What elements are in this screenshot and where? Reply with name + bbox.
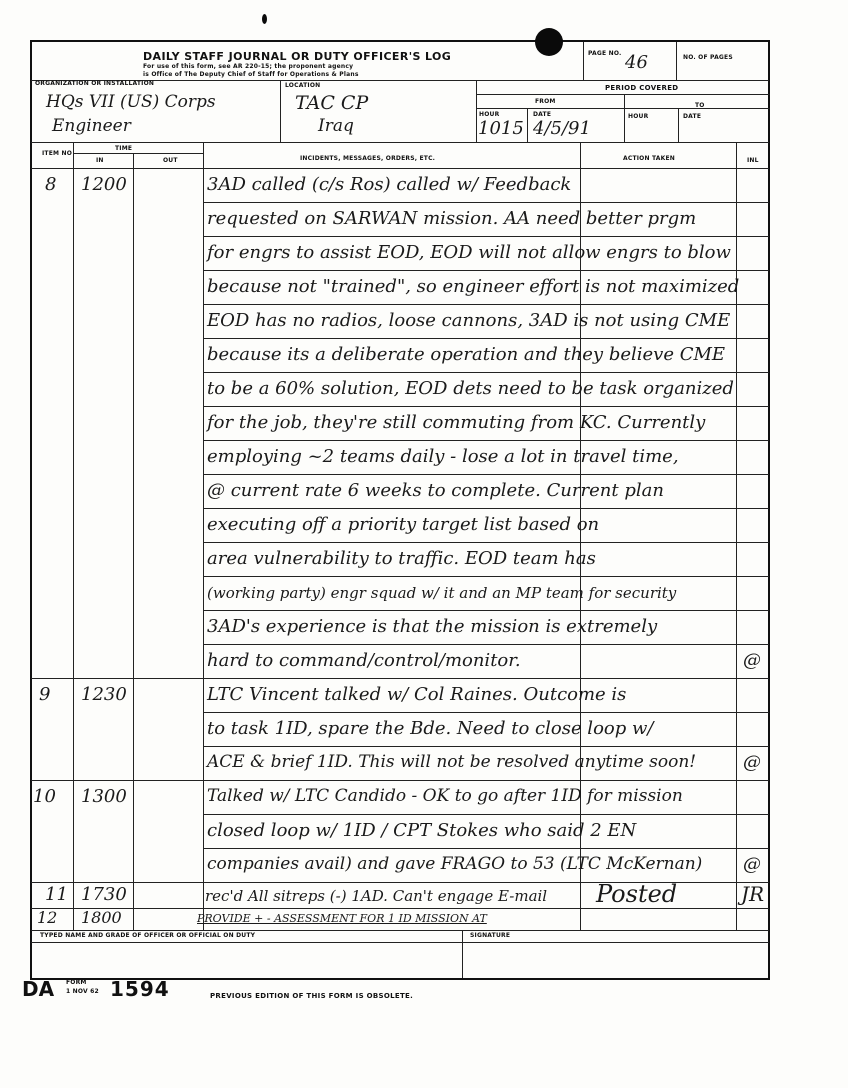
row-text: PROVIDE + - ASSESSMENT FOR 1 ID MISSION AT	[197, 912, 487, 925]
row-text: area vulnerability to traffic. EOD team has	[207, 548, 596, 569]
table-row	[31, 168, 769, 202]
table-row	[31, 542, 769, 576]
row-action: Posted	[596, 880, 678, 908]
divider	[31, 930, 769, 931]
divider	[31, 142, 769, 143]
row-text: requested on SARWAN mission. AA need better prgm	[207, 208, 697, 229]
from-hour-label: HOUR	[479, 111, 500, 118]
time-in-header: IN	[96, 157, 104, 164]
row-text: rec'd All sitreps (-) 1AD. Can't engage E-mail	[205, 887, 548, 905]
row-text: 3AD's experience is that the mission is extremely	[207, 616, 658, 637]
divider	[676, 42, 677, 80]
row-initials: @	[743, 650, 761, 671]
row-text: to task 1ID, spare the Bde. Need to close loop w/	[207, 718, 654, 739]
time-header: TIME	[115, 145, 133, 152]
form-word: FORM	[66, 979, 87, 986]
row-item: 9	[39, 684, 51, 705]
divider	[583, 42, 584, 80]
row-item: 10	[33, 786, 56, 807]
location-value-2: Iraq	[318, 116, 354, 136]
form-date: 1 NOV 62	[66, 988, 99, 995]
row-text: hard to command/control/monitor.	[207, 650, 521, 671]
to-hour-label: HOUR	[628, 113, 649, 120]
location-value-1: TAC CP	[295, 92, 369, 114]
table-row	[31, 508, 769, 542]
divider	[624, 108, 770, 109]
table-row	[31, 202, 769, 236]
table-row	[31, 780, 769, 814]
page-no-label: PAGE NO.	[588, 50, 622, 57]
table-row	[31, 576, 769, 610]
ink-blot	[535, 28, 563, 56]
row-text: Talked w/ LTC Candido - OK to go after 1ID for mission	[207, 786, 683, 806]
row-text: 3AD called (c/s Ros) called w/ Feedback	[207, 174, 572, 195]
row-time-in: 1730	[81, 884, 127, 905]
row-initials: JR	[741, 882, 765, 906]
period-covered-label: PERIOD COVERED	[605, 84, 679, 92]
row-text: companies avail) and gave FRAGO to 53 (LTC McKernan)	[207, 854, 703, 874]
row-text: executing off a priority target list based on	[207, 514, 600, 535]
org-label: ORGANIZATION OR INSTALLATION	[35, 80, 155, 87]
location-label: LOCATION	[285, 82, 321, 89]
signature-label: SIGNATURE	[470, 932, 511, 939]
previous-edition-notice: PREVIOUS EDITION OF THIS FORM IS OBSOLETE.	[210, 992, 414, 1000]
row-text: to be a 60% solution, EOD dets need to be task organized	[207, 378, 734, 399]
divider	[73, 153, 203, 154]
row-initials: @	[743, 854, 761, 875]
org-value-2: Engineer	[52, 116, 131, 136]
row-text: because its a deliberate operation and they believe CME	[207, 344, 726, 365]
row-item: 12	[37, 908, 58, 927]
divider	[476, 94, 770, 95]
row-time-in: 1300	[81, 786, 127, 807]
time-out-header: OUT	[163, 157, 178, 164]
divider	[476, 80, 477, 142]
table-row	[31, 270, 769, 304]
from-date-label: DATE	[533, 111, 552, 118]
page-no-value: 46	[625, 52, 648, 73]
row-text: because not "trained", so engineer effort is not maximized	[207, 276, 740, 297]
divider	[476, 108, 624, 109]
form-subtitle-2: is Office of The Deputy Chief of Staff for Operations & Plans	[143, 71, 359, 78]
incidents-header: INCIDENTS, MESSAGES, ORDERS, ETC.	[300, 155, 436, 162]
org-value-1: HQs VII (US) Corps	[46, 92, 216, 112]
row-text: (working party) engr squad w/ it and an MP team for security	[207, 584, 677, 602]
row-item: 8	[45, 174, 57, 195]
divider	[280, 80, 281, 142]
row-text: closed loop w/ 1ID / CPT Stokes who said 2 EN	[207, 820, 637, 841]
form-title: DAILY STAFF JOURNAL OR DUTY OFFICER'S LOG	[143, 50, 452, 63]
item-no-header: ITEM NO	[42, 150, 73, 157]
divider	[624, 94, 625, 142]
table-row	[31, 814, 769, 848]
no-of-pages-label: NO. OF PAGES	[683, 54, 733, 61]
table-row	[31, 372, 769, 406]
officer-name-label: TYPED NAME AND GRADE OF OFFICER OR OFFICIAL ON DUTY	[40, 932, 256, 939]
row-text: for the job, they're still commuting from KC. Currently	[207, 412, 706, 433]
divider	[31, 942, 769, 943]
table-row	[31, 644, 769, 678]
table-row	[31, 304, 769, 338]
table-row	[31, 712, 769, 746]
row-time-in: 1230	[81, 684, 127, 705]
form-number: 1594	[110, 977, 170, 1001]
table-row	[31, 848, 769, 882]
row-item: 11	[45, 884, 68, 905]
table-row	[31, 746, 769, 780]
row-initials: @	[743, 752, 761, 773]
divider	[527, 108, 528, 142]
action-taken-header: ACTION TAKEN	[623, 155, 676, 162]
from-label: FROM	[535, 98, 556, 105]
to-label: TO	[695, 102, 705, 109]
table-row	[31, 882, 769, 908]
row-text: ACE & brief 1ID. This will not be resolved anytime soon!	[207, 752, 697, 772]
row-text: for engrs to assist EOD, EOD will not allow engrs to blow	[207, 242, 731, 263]
table-row	[31, 440, 769, 474]
table-row	[31, 678, 769, 712]
form-subtitle-1: For use of this form, see AR 220-15; the proponent agency	[143, 63, 354, 70]
ink-speck	[262, 14, 267, 24]
table-row	[31, 406, 769, 440]
row-time-in: 1800	[81, 908, 122, 927]
from-date-value: 4/5/91	[533, 118, 591, 139]
row-text: EOD has no radios, loose cannons, 3AD is not using CME	[207, 310, 731, 331]
table-row	[31, 236, 769, 270]
table-row	[31, 908, 769, 930]
table-row	[31, 474, 769, 508]
row-text: LTC Vincent talked w/ Col Raines. Outcome is	[207, 684, 627, 705]
divider	[678, 108, 679, 142]
inl-header: INL	[747, 157, 759, 164]
to-date-label: DATE	[683, 113, 702, 120]
row-text: @ current rate 6 weeks to complete. Current plan	[207, 480, 664, 501]
row-text: employing ~2 teams daily - lose a lot in travel time,	[207, 446, 679, 467]
divider	[462, 930, 463, 978]
table-row	[31, 338, 769, 372]
table-row	[31, 610, 769, 644]
from-hour-value: 1015	[478, 118, 524, 139]
form-prefix: DA	[22, 977, 55, 1001]
row-time-in: 1200	[81, 174, 127, 195]
